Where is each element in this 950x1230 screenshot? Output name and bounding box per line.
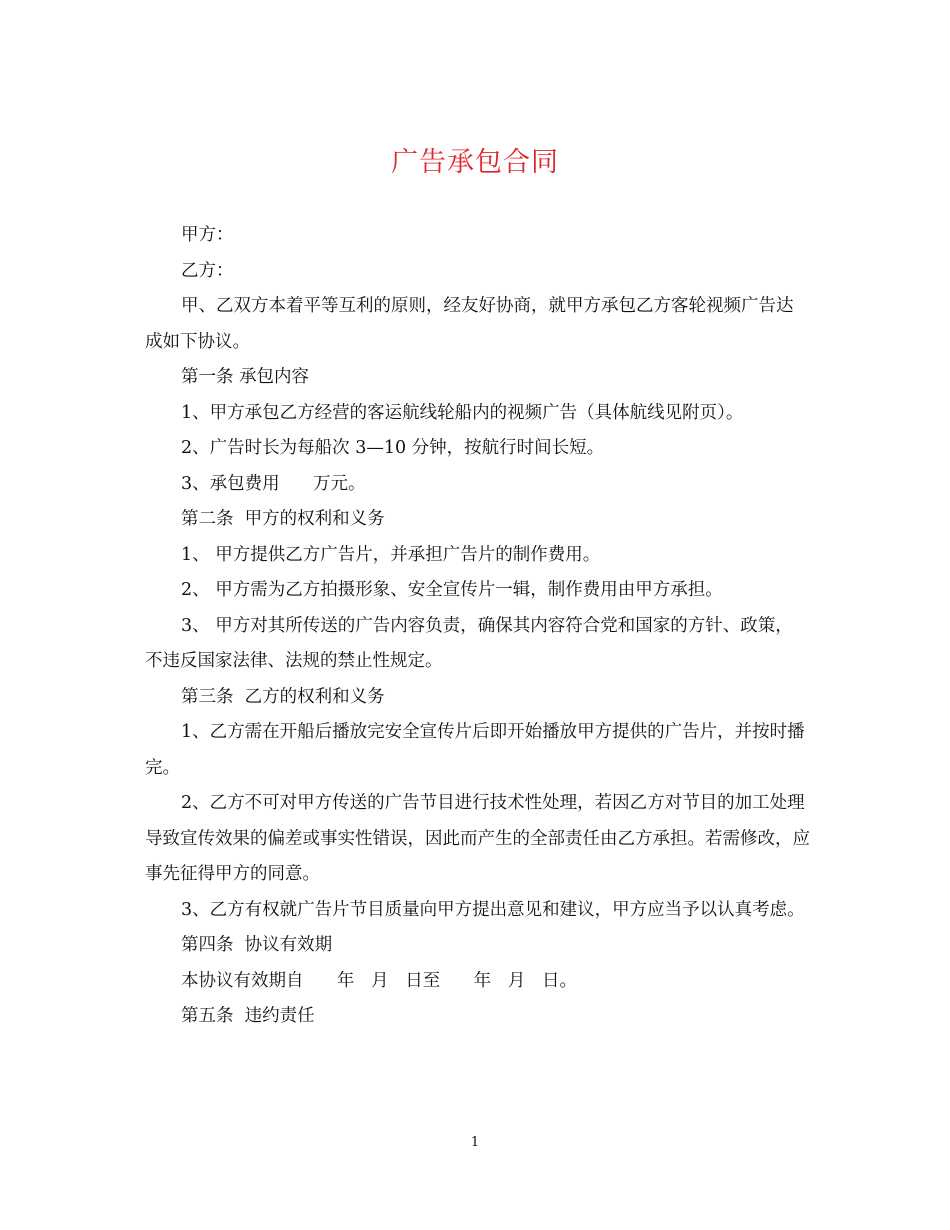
article-3-item-1: 1、乙方需在开船后播放完安全宣传片后即开始播放甲方提供的广告片，并按时播完。 (145, 722, 805, 778)
document-title: 广告承包合同 (391, 147, 559, 178)
article-1-heading: 第一条 承包内容 (181, 367, 310, 387)
article-1-item-3: 3、承包费用 万元。 (181, 473, 366, 494)
validity-period-line: 本协议有效期自 年 月 日至 年 月 日。 (181, 970, 578, 991)
article-3-item-2: 2、乙方不可对甲方传送的广告节目进行技术性处理，若因乙方对节目的加工处理导致宣传效果的偏差或事实性错误，因此而产生的全部责任由乙方承担。若需修改，应事先征得甲方的同意。 (145, 793, 810, 884)
article-4-heading: 第四条 协议有效期 (181, 935, 333, 955)
article-3-heading: 第三条 乙方的权利和义务 (181, 686, 385, 707)
article-2-heading: 第二条 甲方的权利和义务 (181, 509, 385, 529)
article-2-item-3: 3、 甲方对其所传送的广告内容负责，确保其内容符合党和国家的方针、政策，不违反国家法律、法规的禁止性规定。 (145, 615, 793, 671)
article-2-item-1: 1、 甲方提供乙方广告片，并承担广告片的制作费用。 (181, 544, 601, 565)
party-b-line: 乙方： (181, 260, 234, 281)
article-5-heading: 第五条 违约责任 (181, 1006, 315, 1026)
party-a-line: 甲方： (181, 225, 234, 245)
document-body (145, 218, 810, 1035)
article-2-item-2: 2、 甲方需为乙方拍摄形象、安全宣传片一辑，制作费用由甲方承担。 (181, 580, 723, 600)
article-1-item-1: 1、甲方承包乙方经营的客运航线轮船内的视频广告（具体航线见附页）。 (181, 402, 744, 423)
article-3-item-3: 3、乙方有权就广告片节目质量向甲方提出意见和建议，甲方应当予以认真考虑。 (181, 899, 805, 920)
page-number: 1 (470, 1135, 480, 1150)
article-1-item-2: 2、广告时长为每船次 3—10 分钟，按航行时间长短。 (181, 438, 605, 458)
preamble-paragraph: 甲、乙双方本着平等互利的原则，经友好协商，就甲方承包乙方客轮视频广告达成如下协议。 (145, 296, 794, 352)
